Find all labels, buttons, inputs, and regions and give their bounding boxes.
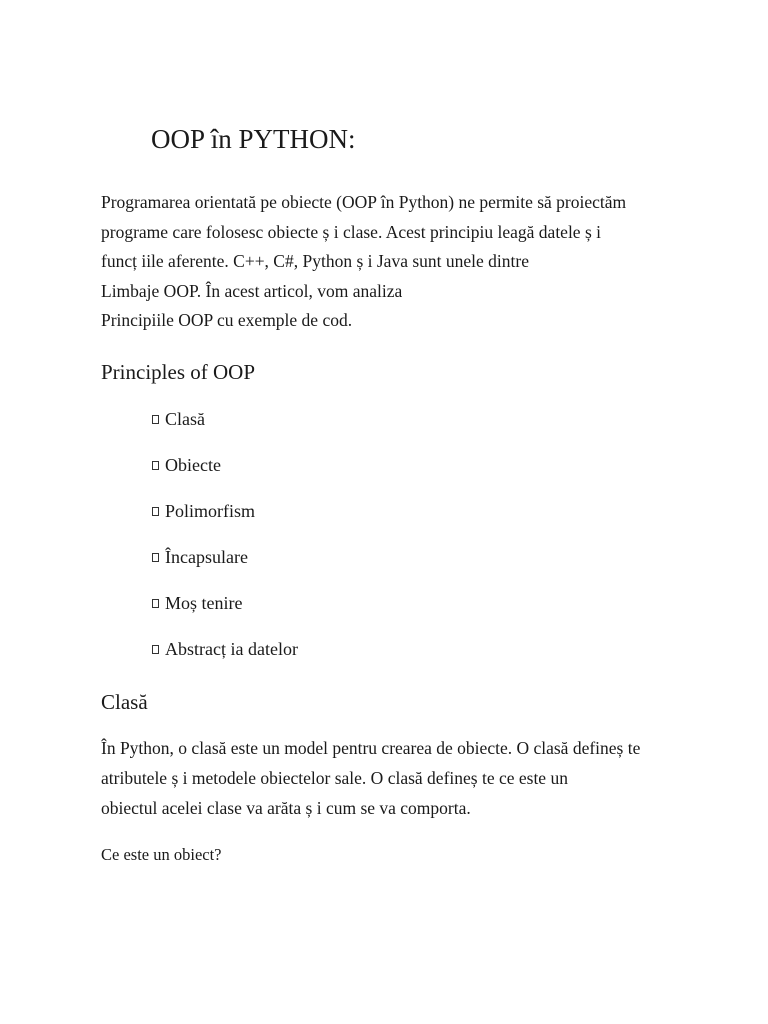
list-item-label: Moș tenire: [165, 593, 243, 613]
page-title: OOP în PYTHON:: [151, 124, 356, 154]
class-heading: Clasă: [101, 690, 148, 714]
list-item-label: Clasă: [165, 409, 205, 429]
principles-heading: Principles of OOP: [101, 360, 255, 384]
list-item: [152, 405, 298, 451]
bullet-icon: [152, 461, 159, 470]
list-item: [152, 451, 298, 497]
list-item: [152, 543, 298, 589]
intro-line: programe care folosesc obiecte ș i clase. Acest principiu leagă datele ș i: [101, 221, 601, 242]
bullet-icon: [152, 415, 159, 424]
principles-list: [152, 405, 298, 681]
bullet-icon: [152, 599, 159, 608]
class-paragraph: [101, 733, 741, 823]
list-item-label: Încapsulare: [165, 547, 248, 567]
intro-paragraph: [101, 188, 721, 336]
list-item: [152, 635, 298, 681]
class-line: În Python, o clasă este un model pentru crearea de obiecte. O clasă defineș te: [101, 738, 641, 758]
bullet-icon: [152, 645, 159, 654]
list-item-label: Abstracț ia datelor: [165, 639, 298, 659]
intro-line: Principiile OOP cu exemple de cod.: [101, 310, 353, 330]
bullet-icon: [152, 507, 159, 516]
intro-line: Programarea orientată pe obiecte (OOP în Python) ne permite să proiectăm: [101, 192, 627, 212]
list-item-label: Obiecte: [165, 455, 221, 475]
intro-line: Limbaje OOP. În acest articol, vom analiza: [101, 280, 403, 301]
bullet-icon: [152, 553, 159, 562]
class-line: atributele ș i metodele obiectelor sale. O clasă defineș te ce este un: [101, 768, 568, 788]
list-item: [152, 497, 298, 543]
list-item-label: Polimorfism: [165, 501, 256, 521]
question-text: Ce este un obiect?: [101, 845, 222, 864]
class-line: obiectul acelei clase va arăta ș i cum se va comporta.: [101, 798, 471, 818]
list-item: [152, 589, 298, 635]
intro-line: funcț iile aferente. C++, C#, Python ș i Java sunt unele dintre: [101, 251, 529, 271]
